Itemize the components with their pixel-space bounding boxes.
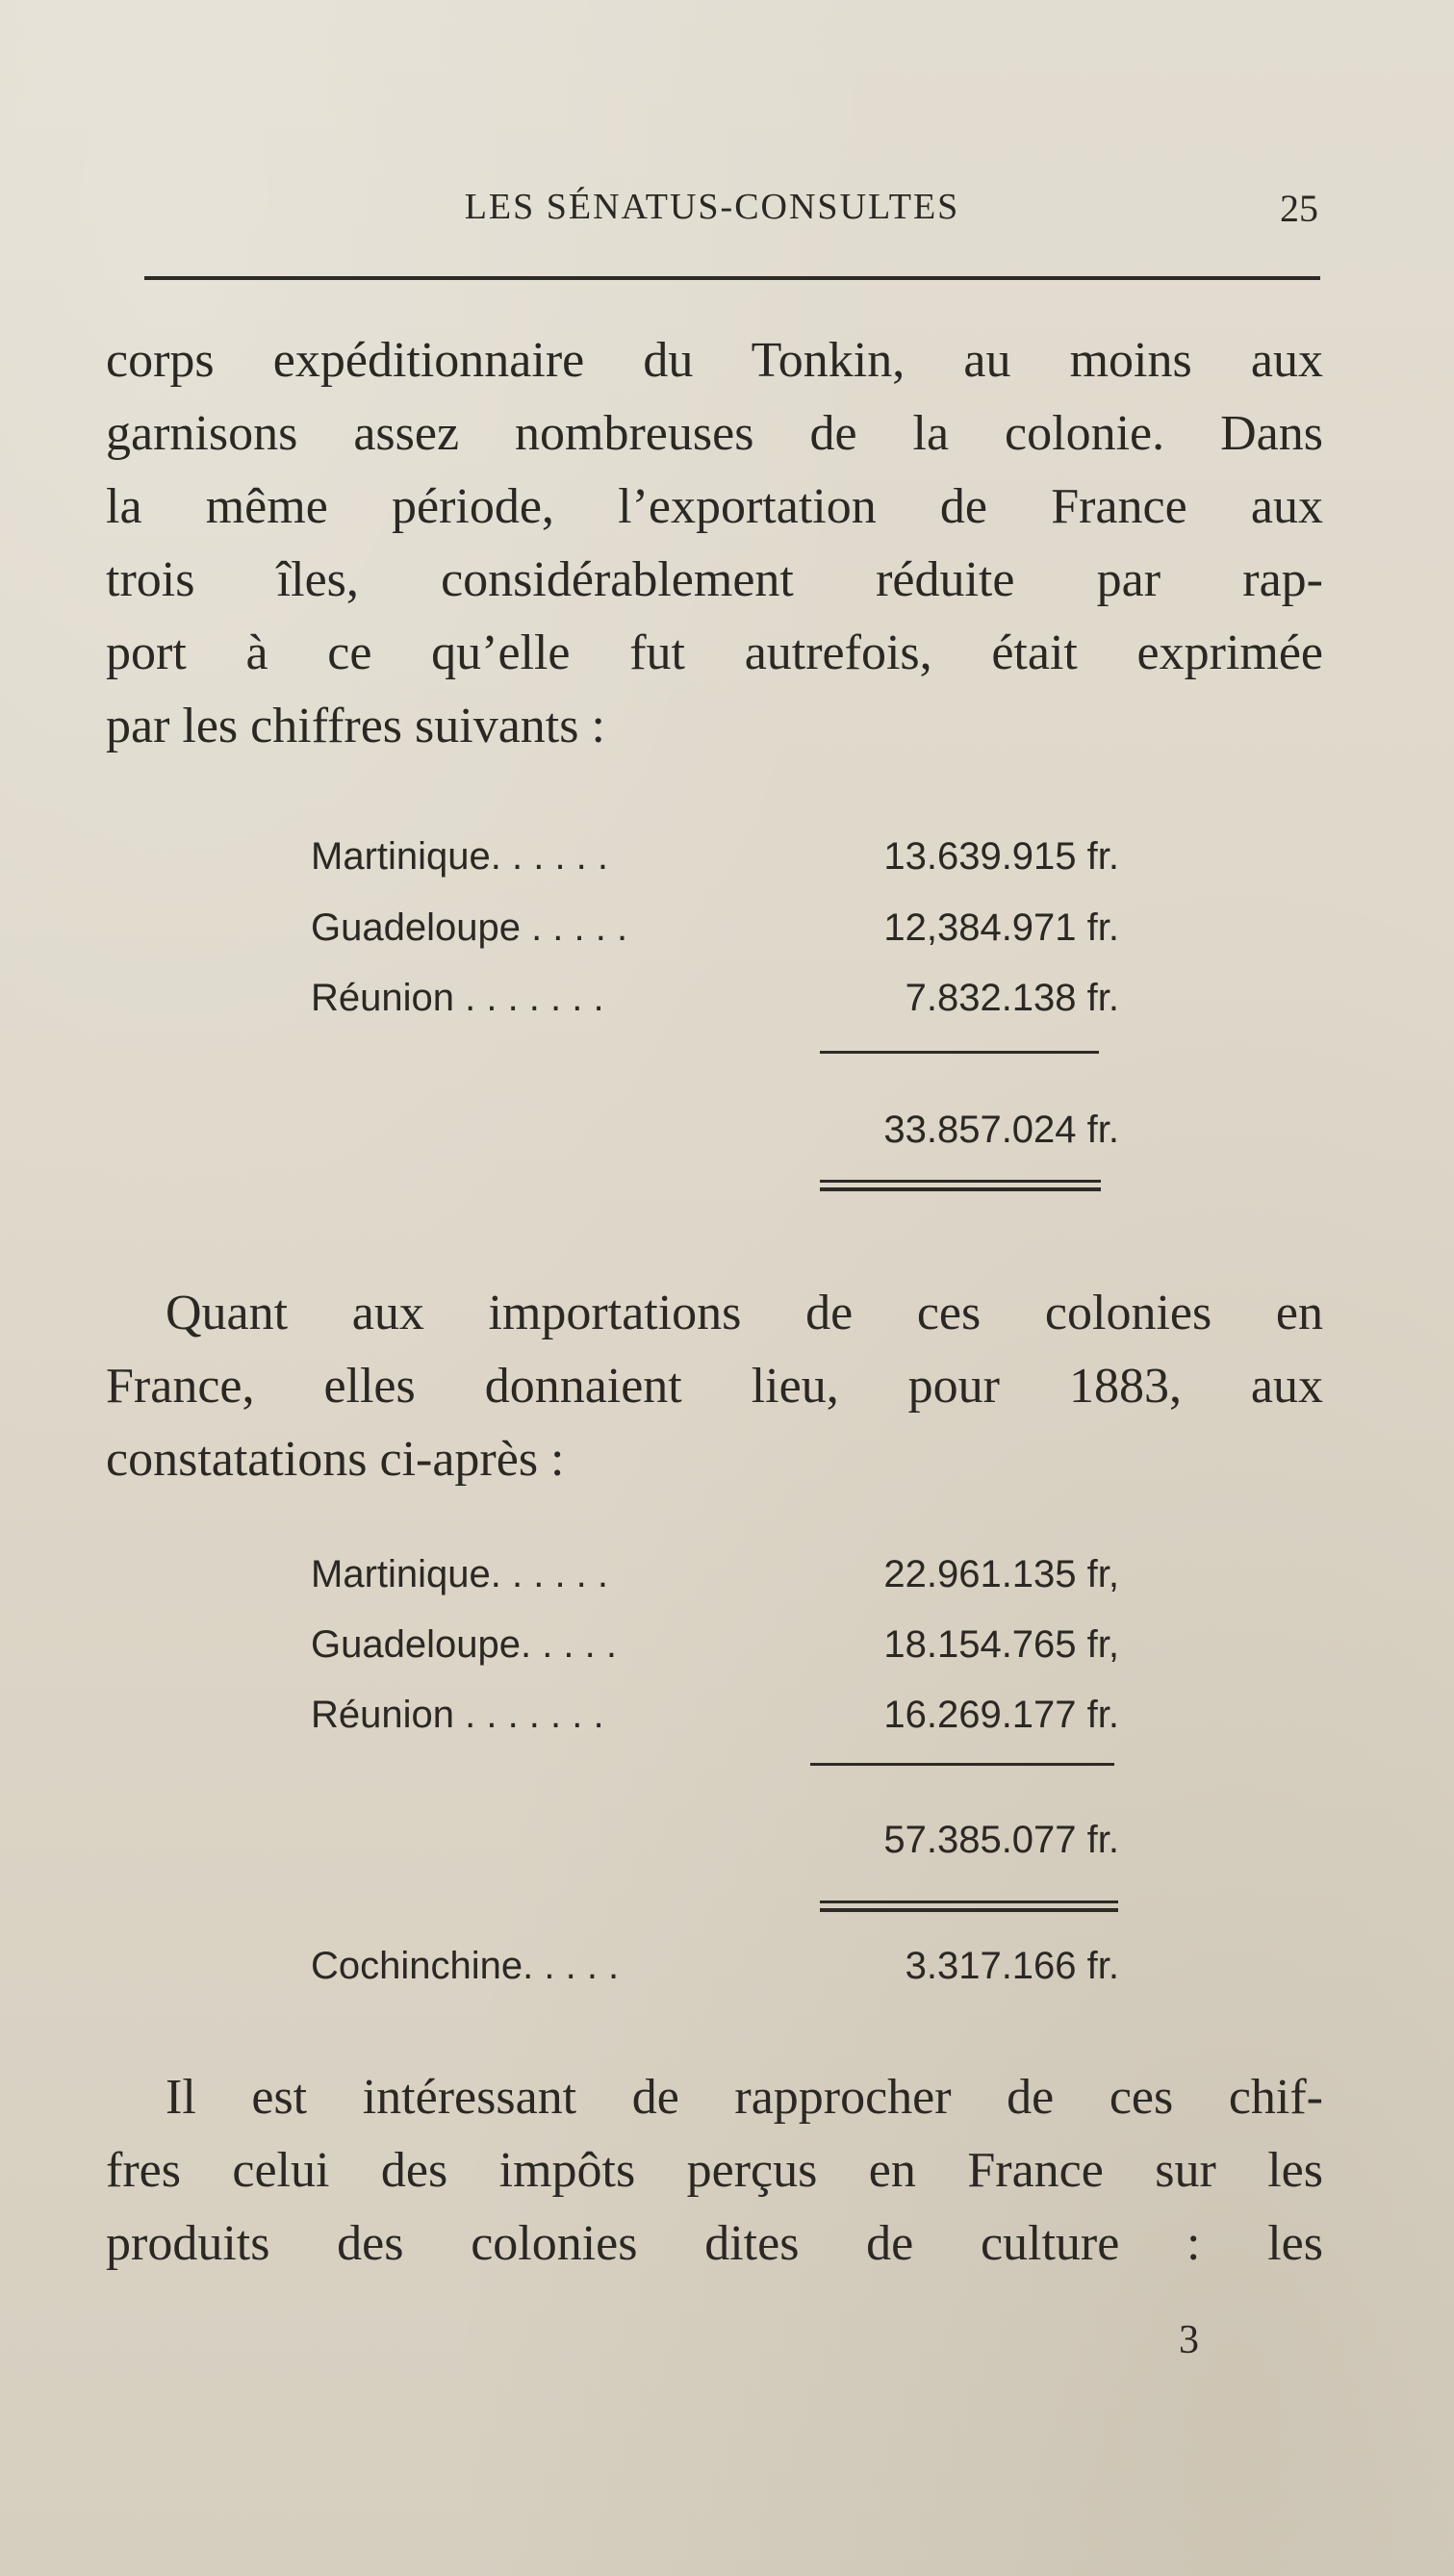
import-total-row — [311, 1813, 1119, 1867]
text-line: Quant aux importations de ces colonies en — [166, 1286, 1323, 1340]
signature-mark: 3 — [1179, 2318, 1199, 2362]
text-line: constatations ci-après : — [106, 1432, 565, 1487]
row-label: Réunion . . . . . . . — [311, 1694, 604, 1736]
row-label: Guadeloupe. . . . . — [311, 1623, 617, 1666]
paragraph-taxes — [106, 2061, 1323, 2281]
row-label: Martinique. . . . . . — [311, 1553, 609, 1595]
row-label: Guadeloupe . . . . . — [311, 906, 628, 949]
text-line: la même période, l’exportation de France aux — [106, 479, 1323, 534]
subtotal-rule — [820, 1051, 1099, 1054]
page-number: 25 — [1280, 187, 1318, 230]
row-label: Réunion . . . . . . . — [311, 977, 604, 1019]
text-line: produits des colonies dites de culture : les — [106, 2216, 1323, 2271]
paragraph-imports-intro — [106, 1277, 1323, 1496]
cochinchine-row — [311, 1939, 1119, 1993]
row-value: 3.317.166 fr. — [905, 1945, 1119, 1987]
subtotal-rule — [810, 1763, 1114, 1766]
total-value: 57.385.077 fr. — [883, 1819, 1119, 1861]
export-row-reunion — [311, 971, 1119, 1025]
text-line: fres celui des impôts perçus en France sur les — [106, 2143, 1323, 2198]
import-row-guadeloupe — [311, 1618, 1119, 1671]
paragraph-exports-intro — [106, 324, 1323, 763]
header-rule — [144, 276, 1320, 280]
text-line: par les chiffres suivants : — [106, 699, 605, 753]
export-row-martinique — [311, 829, 1119, 883]
export-row-guadeloupe — [311, 901, 1119, 955]
import-row-reunion — [311, 1688, 1119, 1742]
text-line: port à ce qu’elle fut autrefois, était exprimée — [106, 625, 1323, 680]
text-line: France, elles donnaient lieu, pour 1883, aux — [106, 1359, 1323, 1414]
total-double-rule — [820, 1900, 1118, 1912]
row-value: 13.639.915 fr. — [883, 835, 1119, 878]
export-total-row — [311, 1103, 1119, 1157]
page-header — [106, 186, 1318, 243]
row-label: Cochinchine. . . . . — [311, 1945, 620, 1987]
row-value: 18.154.765 fr, — [883, 1623, 1119, 1666]
text-line: Il est intéressant de rapprocher de ces chif- — [166, 2070, 1323, 2125]
total-double-rule — [820, 1180, 1101, 1191]
text-line: corps expéditionnaire du Tonkin, au moins aux — [106, 333, 1323, 388]
row-label: Martinique. . . . . . — [311, 835, 609, 878]
text-line: trois îles, considérablement réduite par rap- — [106, 552, 1323, 607]
import-row-martinique — [311, 1547, 1119, 1601]
total-value: 33.857.024 fr. — [883, 1109, 1119, 1151]
row-value: 12,384.971 fr. — [883, 906, 1119, 949]
text-line: garnisons assez nombreuses de la colonie. Dans — [106, 406, 1323, 461]
row-value: 7.832.138 fr. — [905, 977, 1119, 1019]
running-title: LES SÉNATUS-CONSULTES — [464, 187, 960, 227]
row-value: 16.269.177 fr. — [883, 1694, 1119, 1736]
row-value: 22.961.135 fr, — [883, 1553, 1119, 1595]
